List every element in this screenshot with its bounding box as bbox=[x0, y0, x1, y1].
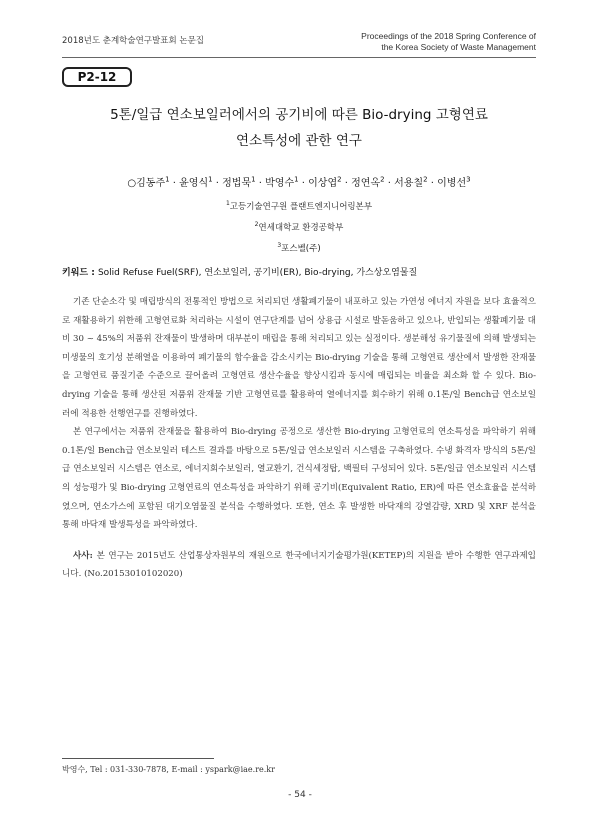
paper-title bbox=[62, 102, 536, 154]
body-paragraph: 기존 단순소각 및 매립방식의 전통적인 방법으로 처리되던 생활폐기물이 내포하고 있는 가연성 에너지 자원을 보다 효율적으로 재활용하기 위한해 고형연료화 처리하는 시설이 연구단계를 넘어 상용급 시설로 발돋움하고 있으나, 반입되는 생활폐기물 대비 30 ~ 45%의 저품위 잔재물이 발생하며 대부분이 매립을 통해 처리되고 있는 실정이다. 생분해성 유기물질에 의해 발생되는 미생물의 호기성 분해열을 이용하여 폐기물의 함수율을 감소시키는 Bio-drying 기술을 통해 고형연료 생산에서 발생한 잔재물을 고형연료 품질기준 수준으로 끌어올려 고형연료 생산수율을 향상시킴과 동시에 매립되는 비율을 최소화 할 수 있다. Bio-drying 기술을 통해 생산된 저품위 잔재물 기반 고형연료를 활용하여 열에너지를 회수하기 위해 0.1톤/일 Bench급 연소보일러에 적용한 선행연구를 진행하였다. bbox=[62, 297, 536, 419]
acknowledgement-text: 본 연구는 2015년도 산업통상자원부의 재원으로 한국에너지기술평가원(KETEP)의 지원을 받아 수행한 연구과제입니다. (No.20153010102020) bbox=[62, 550, 536, 580]
author bbox=[179, 175, 213, 189]
author-name: ○김동주 bbox=[127, 178, 166, 189]
running-header-right bbox=[361, 31, 536, 53]
author bbox=[394, 175, 428, 189]
author-affiliation-mark: 2 bbox=[423, 175, 428, 184]
affiliation-text: 연세대학교 환경공학부 bbox=[258, 222, 344, 233]
affiliation bbox=[62, 195, 536, 216]
author bbox=[308, 175, 342, 189]
affiliation-text: 포스벨(주) bbox=[281, 243, 321, 254]
author-name: 서용칠 bbox=[394, 178, 424, 189]
affiliation-text: 고등기술연구원 플랜트엔지니어링본부 bbox=[229, 201, 373, 212]
running-header-left: 2018년도 춘계학술연구발표회 논문집 bbox=[62, 36, 204, 46]
keywords-text: Solid Refuse Fuel(SRF), 연소보일러, 공기비(ER), Bio-drying, 가스상오염물질 bbox=[97, 268, 418, 278]
author-affiliation-mark: 3 bbox=[466, 175, 471, 184]
abstract-body bbox=[62, 293, 536, 584]
paper-title-line1: 5톤/일급 연소보일러에서의 공기비에 따른 Bio-drying 고형연료 bbox=[110, 107, 488, 123]
header-divider bbox=[62, 57, 536, 58]
affiliation-mark: 2 bbox=[254, 220, 259, 228]
author-affiliation-mark: 1 bbox=[294, 175, 299, 184]
author-separator: · bbox=[427, 178, 438, 189]
paper-title-line2: 연소특성에 관한 연구 bbox=[236, 133, 362, 149]
author-separator: · bbox=[341, 178, 352, 189]
acknowledgement-label: 사사: bbox=[73, 550, 97, 561]
corresponding-author-footnote: 박영수, Tel : 031-330-7878, E-mail : yspark@iae.re.kr bbox=[62, 765, 275, 774]
author-affiliation-mark: 1 bbox=[208, 175, 213, 184]
author-name: 정법묵 bbox=[222, 178, 252, 189]
author-affiliation-mark: 1 bbox=[165, 175, 170, 184]
author-affiliation-mark: 2 bbox=[380, 175, 385, 184]
author-separator: · bbox=[298, 178, 309, 189]
author-separator: · bbox=[384, 178, 395, 189]
author bbox=[222, 175, 256, 189]
author bbox=[351, 175, 385, 189]
author-name: 윤영식 bbox=[179, 178, 209, 189]
author bbox=[437, 175, 471, 189]
author-affiliation-mark: 1 bbox=[251, 175, 256, 184]
author-list bbox=[62, 174, 536, 189]
running-header-right-line2: the Korea Society of Waste Management bbox=[381, 42, 536, 52]
acknowledgement bbox=[62, 547, 536, 584]
affiliation-list bbox=[62, 195, 536, 257]
author-separator: · bbox=[212, 178, 223, 189]
author-separator: · bbox=[169, 178, 180, 189]
affiliation bbox=[62, 216, 536, 237]
affiliation bbox=[62, 237, 536, 258]
page-number: - 54 - bbox=[288, 790, 312, 800]
author-name: 정연옥 bbox=[351, 178, 381, 189]
author bbox=[127, 175, 170, 189]
author-name: 이병선 bbox=[437, 178, 467, 189]
author-separator: · bbox=[255, 178, 266, 189]
keywords-line bbox=[62, 265, 536, 278]
running-header-right-line1: Proceedings of the 2018 Spring Conference of bbox=[361, 31, 536, 41]
author-name: 박영수 bbox=[265, 178, 295, 189]
affiliation-mark: 3 bbox=[277, 241, 282, 249]
author-name: 이상엽 bbox=[308, 178, 338, 189]
affiliation-mark: 1 bbox=[225, 200, 230, 207]
author bbox=[265, 175, 299, 189]
paper-code-badge: P2-12 bbox=[62, 67, 132, 87]
footnote-divider bbox=[62, 758, 214, 759]
author-affiliation-mark: 2 bbox=[337, 175, 342, 184]
body-paragraph: 본 연구에서는 저품위 잔재물을 활용하여 Bio-drying 공정으로 생산한 Bio-drying 고형연료의 연소특성을 파악하기 위해 0.1톤/일 Bench급 연소보일러 테스트 결과를 바탕으로 5톤/일급 연소보일러 시스템을 구축하였다. 수냉 화격자 방식의 5톤/일급 연소보일러 시스템은 연소로, 에너지회수보일러, 열교환기, 건식세정탑, 백필터 구성되어 있다. 5톤/일급 연소보일러 시스템의 성능평가 및 Bio-drying 고형연료의 연소특성을 파악하기 위해 공기비(Equivalent Ratio, ER)에 따른 연소효율을 분석하였으며, 연소가스에 포함된 대기오염물질 분석을 수행하였다. 또한, 연소 후 발생한 바닥재의 강열감량, XRD 및 XRF 분석을 통해 바닥재 발생특성을 파악하였다. bbox=[62, 427, 536, 531]
keywords-label: 키워드 : bbox=[62, 268, 98, 278]
